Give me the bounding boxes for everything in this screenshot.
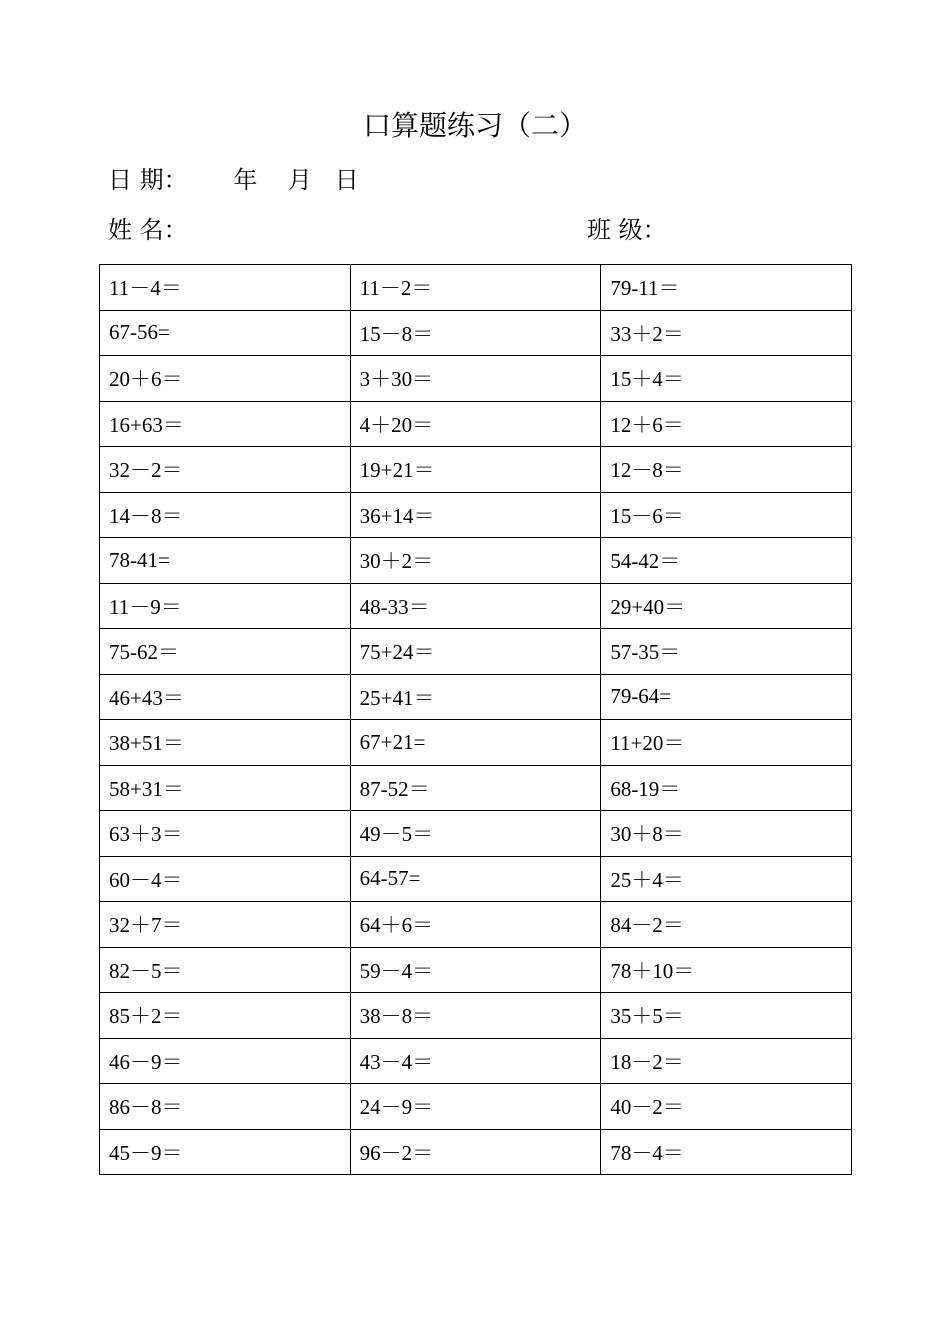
problem-cell: 36+14＝: [350, 492, 601, 538]
table-row: [100, 1129, 852, 1175]
problem-cell: 45－9＝: [100, 1129, 351, 1175]
problem-table: [99, 264, 852, 1175]
problem-cell: 82－5＝: [100, 947, 351, 993]
problem-cell: 46+43＝: [100, 674, 351, 720]
problem-cell: 78-41=: [100, 538, 351, 584]
problem-cell: 58+31＝: [100, 765, 351, 811]
problem-cell: 29+40＝: [601, 583, 852, 629]
problem-cell: 15＋4＝: [601, 356, 852, 402]
table-row: [100, 902, 852, 948]
problem-cell: 11－4＝: [100, 265, 351, 311]
problem-cell: 86－8＝: [100, 1084, 351, 1130]
problem-cell: 78＋10＝: [601, 947, 852, 993]
problem-cell: 38－8＝: [350, 993, 601, 1039]
problem-cell: 11－9＝: [100, 583, 351, 629]
problem-cell: 75+24＝: [350, 629, 601, 675]
problem-cell: 63＋3＝: [100, 811, 351, 857]
problem-cell: 32－2＝: [100, 447, 351, 493]
problem-cell: 12＋6＝: [601, 401, 852, 447]
table-row: [100, 765, 852, 811]
table-row: [100, 447, 852, 493]
table-row: [100, 947, 852, 993]
problem-cell: 87-52＝: [350, 765, 601, 811]
problem-cell: 4＋20＝: [350, 401, 601, 447]
problem-cell: 16+63＝: [100, 401, 351, 447]
name-line: 姓 名：: [108, 216, 188, 244]
table-row: [100, 1038, 852, 1084]
problem-cell: 79-64=: [601, 674, 852, 720]
problem-cell: 3＋30＝: [350, 356, 601, 402]
table-row: [100, 538, 852, 584]
table-row: [100, 674, 852, 720]
problem-cell: 24－9＝: [350, 1084, 601, 1130]
table-row: [100, 720, 852, 766]
table-row: [100, 401, 852, 447]
table-row: [100, 1084, 852, 1130]
problem-cell: 68-19＝: [601, 765, 852, 811]
problem-cell: 79-11＝: [601, 265, 852, 311]
problem-cell: 30＋8＝: [601, 811, 852, 857]
date-line: 日 期： 年 月 日: [108, 166, 359, 194]
problem-cell: 19+21＝: [350, 447, 601, 493]
page-title: 口算题练习（二）: [362, 109, 587, 142]
problem-cell: 54-42＝: [601, 538, 852, 584]
table-row: [100, 356, 852, 402]
problem-cell: 40－2＝: [601, 1084, 852, 1130]
table-row: [100, 629, 852, 675]
problem-cell: 18－2＝: [601, 1038, 852, 1084]
problem-cell: 15－6＝: [601, 492, 852, 538]
problem-cell: 35＋5＝: [601, 993, 852, 1039]
table-row: [100, 811, 852, 857]
problem-cell: 30＋2＝: [350, 538, 601, 584]
table-row: [100, 265, 852, 311]
problem-cell: 59－4＝: [350, 947, 601, 993]
table-row: [100, 583, 852, 629]
table-row: [100, 492, 852, 538]
problem-cell: 38+51＝: [100, 720, 351, 766]
problem-cell: 75-62＝: [100, 629, 351, 675]
problem-cell: 67+21=: [350, 720, 601, 766]
problem-cell: 96－2＝: [350, 1129, 601, 1175]
problem-cell: 64-57=: [350, 856, 601, 902]
problem-cell: 32＋7＝: [100, 902, 351, 948]
problem-cell: 67-56=: [100, 310, 351, 356]
problem-cell: 49－5＝: [350, 811, 601, 857]
problem-cell: 57-35＝: [601, 629, 852, 675]
problem-cell: 11+20＝: [601, 720, 852, 766]
table-row: [100, 993, 852, 1039]
problem-cell: 33＋2＝: [601, 310, 852, 356]
problem-cell: 78－4＝: [601, 1129, 852, 1175]
problem-cell: 14－8＝: [100, 492, 351, 538]
problem-cell: 84－2＝: [601, 902, 852, 948]
problem-cell: 85＋2＝: [100, 993, 351, 1039]
problem-cell: 20＋6＝: [100, 356, 351, 402]
problem-cell: 25＋4＝: [601, 856, 852, 902]
table-row: [100, 310, 852, 356]
problem-cell: 48-33＝: [350, 583, 601, 629]
class-line: 班 级：: [587, 216, 667, 244]
problem-cell: 60－4＝: [100, 856, 351, 902]
problem-cell: 46－9＝: [100, 1038, 351, 1084]
problem-cell: 64＋6＝: [350, 902, 601, 948]
problem-cell: 25+41＝: [350, 674, 601, 720]
problem-cell: 11－2＝: [350, 265, 601, 311]
table-row: [100, 856, 852, 902]
problem-cell: 15－8＝: [350, 310, 601, 356]
problem-cell: 12－8＝: [601, 447, 852, 493]
problem-cell: 43－4＝: [350, 1038, 601, 1084]
